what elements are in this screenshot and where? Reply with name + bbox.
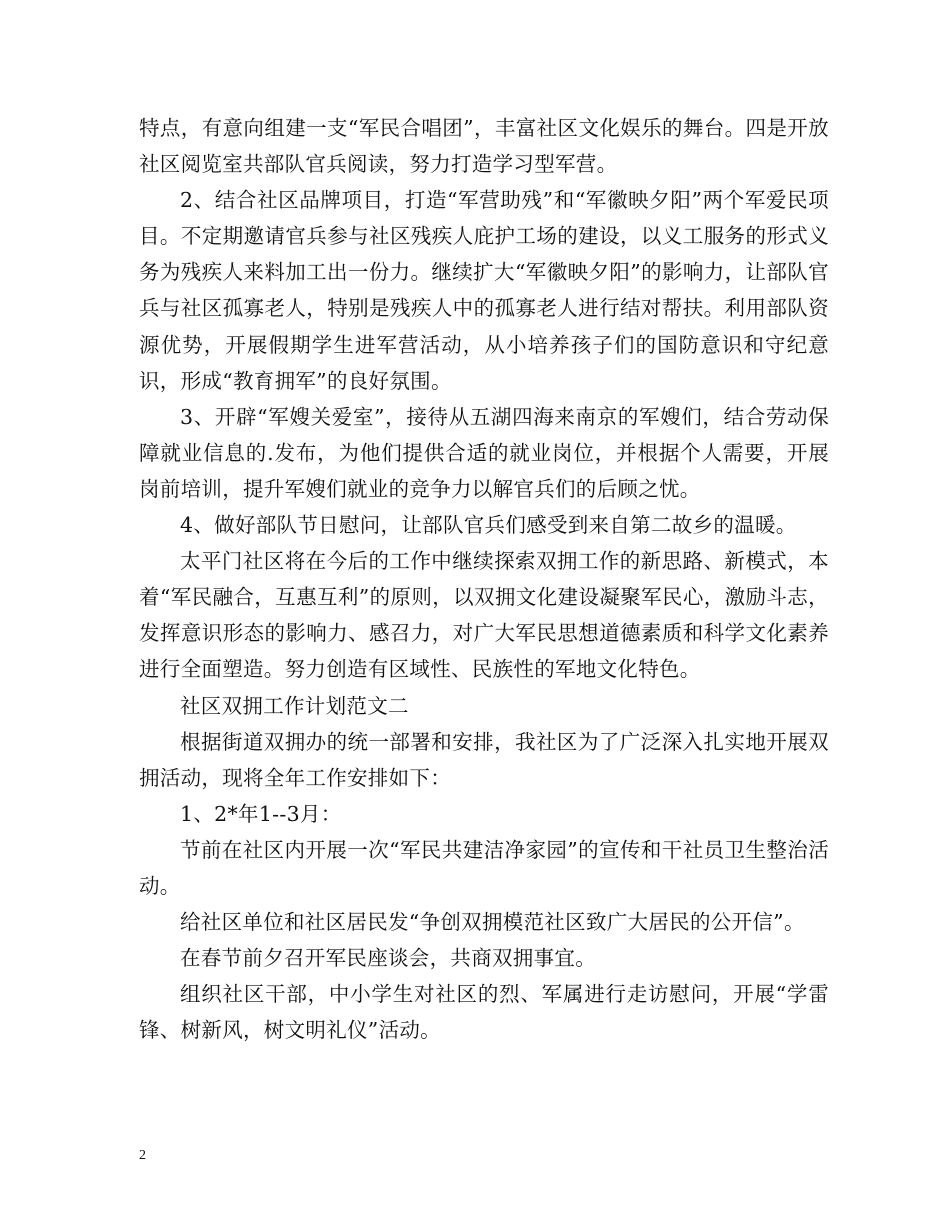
paragraph-9: 节前在社区内开展一次“军民共建洁净家园”的宣传和干社员卫生整治活动。	[139, 837, 829, 898]
paragraph-5: 太平门社区将在今后的工作中继续探索双拥工作的新思路、新模式，本着“军民融合，互惠互利”的原则，以双拥文化建设凝聚军民心，激励斗志，发挥意识形态的影响力、感召力，对广大军民思想道德素质和科学文化素养进行全面塑造。努力创造有区域性、民族性的军地文化特色。	[139, 549, 829, 682]
document-body	[139, 110, 829, 1048]
paragraph-7: 根据街道双拥办的统一部署和安排，我社区为了广泛深入扎实地开展双拥活动，现将全年工作安排如下：	[139, 729, 829, 790]
paragraph-2: 2、结合社区品牌项目，打造“军营助残”和“军徽映夕阳”两个军爱民项目。不定期邀请官兵参与社区残疾人庇护工场的建设，以义工服务的形式义务为残疾人来料加工出一份力。继续扩大“军徽映夕阳”的影响力，让部队官兵与社区孤寡老人，特别是残疾人中的孤寡老人进行结对帮扶。利用部队资源优势，开展假期学生进军营活动，从小培养孩子们的国防意识和守纪意识，形成“教育拥军”的良好氛围。	[139, 188, 829, 393]
section-heading: 社区双拥工作计划范文二	[180, 693, 409, 718]
page-number: 2	[139, 1148, 146, 1163]
paragraph-3: 3、开辟“军嫂关爱室”，接待从五湖四海来南京的军嫂们，结合劳动保障就业信息的.发布，为他们提供合适的就业岗位，并根据个人需要，开展岗前培训，提升军嫂们就业的竞争力以解官兵们的后顾之忧。	[139, 404, 829, 501]
paragraph-12: 组织社区干部，中小学生对社区的烈、军属进行走访慰问，开展“学雷锋、树新风，树文明礼仪”活动。	[139, 982, 829, 1043]
paragraph-11: 在春节前夕召开军民座谈会，共商双拥事宜。	[180, 946, 596, 971]
paragraph-4: 4、做好部队节日慰问，让部队官兵们感受到来自第二故乡的温暖。	[180, 513, 797, 538]
paragraph-10: 给社区单位和社区居民发“争创双拥模范社区致广大居民的公开信”。	[180, 910, 805, 935]
paragraph-1: 特点，有意向组建一支“军民合唱团”，丰富社区文化娱乐的舞台。四是开放社区阅览室共部队官兵阅读，努力打造学习型军营。	[139, 116, 829, 177]
paragraph-8: 1、2*年1--3月：	[180, 801, 342, 826]
